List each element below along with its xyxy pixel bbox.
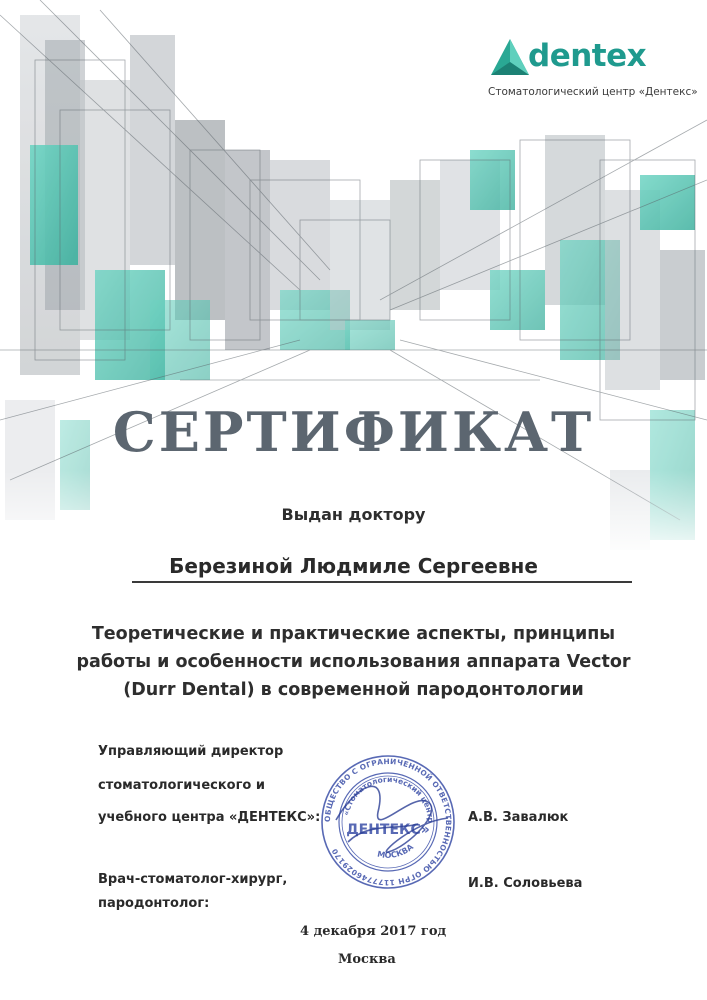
official-stamp: [318, 752, 458, 892]
issued-to-label: Выдан доктору: [281, 505, 426, 524]
surgeon-title-line: Врач-стоматолог-хирург,: [98, 872, 288, 887]
course-line: (Durr Dental) в современной пародонтологии: [123, 680, 584, 700]
dentex-logo: [488, 36, 698, 104]
issue-city: Москва: [338, 952, 396, 967]
stamp-center-text: ДЕНТЕКС»: [346, 822, 430, 838]
logo-wordmark: dentex: [528, 38, 647, 74]
stamp-outer-text: ОБЩЕСТВО С ОГРАНИЧЕННОЙ ОТВЕТСТВЕННОСТЬЮ ОГРН 1177746029170: [322, 756, 454, 888]
director-title-line: учебного центра «ДЕНТЕКС»:: [98, 810, 321, 825]
surgeon-title-line: пародонтолог:: [98, 896, 210, 911]
stamp-bottom-text: МОСКВА: [376, 842, 416, 860]
director-title-line: Управляющий директор: [98, 744, 284, 759]
course-line: Теоретические и практические аспекты, принципы: [91, 624, 616, 644]
director-title-line: стоматологического и: [98, 778, 265, 793]
course-title: [40, 620, 667, 704]
director-name: А.В. Завалюк: [468, 810, 569, 825]
stamp-inner-text: «Стоматологический центр: [341, 774, 436, 824]
issue-date: 4 декабря 2017 год: [300, 924, 447, 939]
certificate-title: СЕРТИФИКАТ: [112, 400, 595, 464]
course-line: работы и особенности использования аппарата Vector: [76, 652, 631, 672]
recipient-name: Березиной Людмиле Сергеевне: [169, 554, 538, 578]
logo-subtitle: Стоматологический центр «Дентекс»: [488, 86, 698, 98]
surgeon-name: И.В. Соловьева: [468, 876, 583, 891]
recipient-underline: [132, 581, 632, 583]
dentex-logo-mark-icon: [488, 36, 532, 80]
